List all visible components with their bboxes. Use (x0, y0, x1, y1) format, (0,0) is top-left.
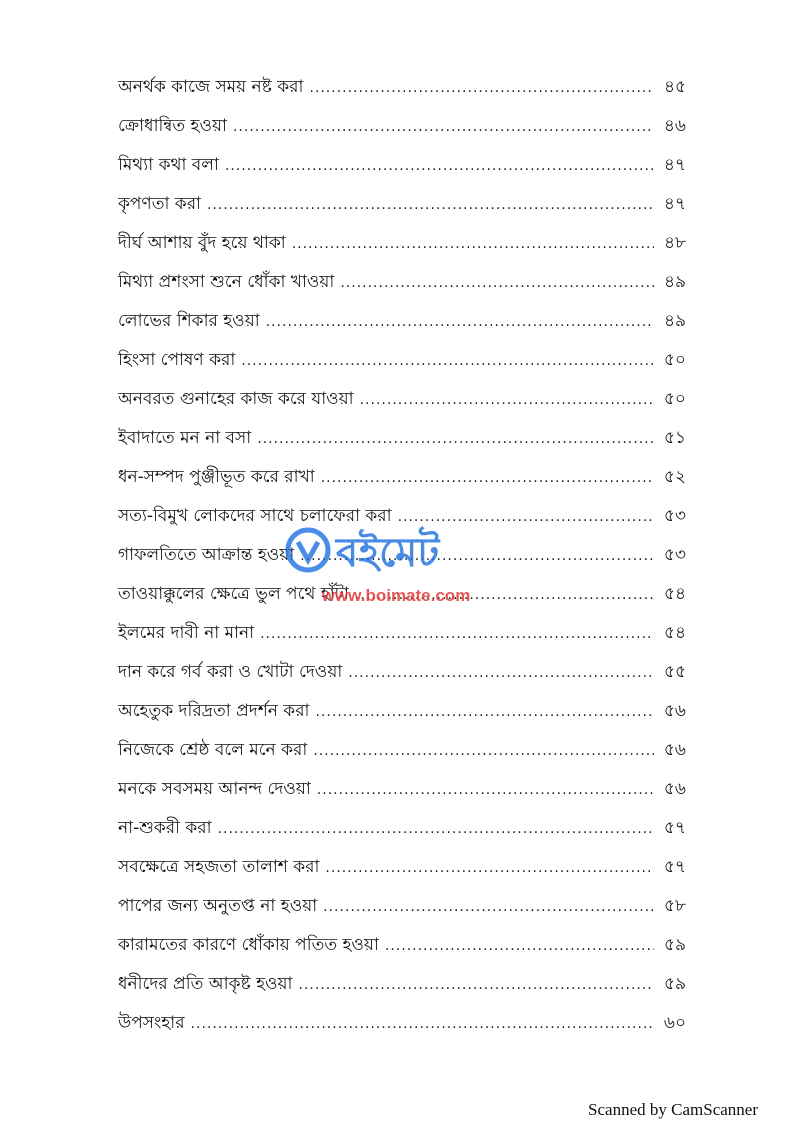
toc-dot-leader (260, 627, 654, 641)
toc-entry-title: ইবাদাতে মন না বসা (118, 427, 252, 448)
toc-entry (118, 107, 686, 146)
toc-dot-leader (309, 81, 654, 95)
toc-dot-leader (266, 315, 654, 329)
toc-entry-page-number: ৫০ (663, 388, 686, 409)
toc-dot-leader (325, 861, 654, 875)
toc-entry-title: মনকে সবসময় আনন্দ দেওয়া (118, 778, 311, 799)
toc-entry-page-number: ৫৭ (663, 817, 686, 838)
watermark-url: www.boimate.com (321, 586, 471, 605)
toc-entry (118, 68, 686, 107)
toc-entry (118, 1004, 686, 1043)
toc-entry-title: উপসংহার (118, 1012, 185, 1033)
toc-entry-title: গাফলতিতে আক্রান্ত হওয়া (118, 544, 295, 565)
toc-entry (118, 887, 686, 926)
toc-entry-page-number: ৫৫ (663, 661, 686, 682)
toc-entry-title: ধনীদের প্রতি আকৃষ্ট হওয়া (118, 973, 293, 994)
toc-entry-page-number: ৫৬ (663, 739, 686, 760)
toc-entry (118, 809, 686, 848)
scanner-note: Scanned by CamScanner (588, 1100, 758, 1119)
toc-entry-title: অহেতুক দরিদ্রতা প্রদর্শন করা (118, 700, 310, 721)
toc-dot-leader (298, 978, 654, 992)
toc-entry-page-number: ৪৬ (663, 115, 686, 136)
toc-dot-leader (292, 237, 654, 251)
toc-dot-leader (398, 510, 654, 524)
toc-entry-title: পাপের জন্য অনুতপ্ত না হওয়া (118, 895, 318, 916)
toc-entry-page-number: ৪৭ (663, 154, 686, 175)
toc-entry-title: হিংসা পোষণ করা (118, 349, 236, 370)
toc-entry (118, 185, 686, 224)
toc-dot-leader (313, 744, 654, 758)
toc-entry-page-number: ৫৩ (663, 544, 686, 565)
toc-entry-page-number: ৪৭ (663, 193, 686, 214)
toc-entry (118, 614, 686, 653)
toc-entry-title: ক্রোধান্বিত হওয়া (118, 115, 227, 136)
toc-dot-leader (317, 783, 654, 797)
toc-entry (118, 653, 686, 692)
toc-entry (118, 458, 686, 497)
toc-entry-title: কৃপণতা করা (118, 193, 201, 214)
toc-entry-title: দান করে গর্ব করা ও খোটা দেওয়া (118, 661, 343, 682)
toc-entry-page-number: ৪৮ (663, 232, 686, 253)
toc-dot-leader (300, 549, 654, 563)
toc-entry-title: ধন-সম্পদ পুঞ্জীভূত করে রাখা (118, 466, 315, 487)
toc-entry-title: সবক্ষেত্রে সহজতা তালাশ করা (118, 856, 320, 877)
toc-entry-page-number: ৫৯ (663, 934, 686, 955)
toc-entry-title: অনবরত গুনাহের কাজ করে যাওয়া (118, 388, 354, 409)
toc-entry (118, 146, 686, 185)
toc-entry-page-number: ৫৭ (663, 856, 686, 877)
toc-entry (118, 224, 686, 263)
toc-dot-leader (348, 666, 654, 680)
toc-dot-leader (207, 198, 654, 212)
toc-entry-title: নিজেকে শ্রেষ্ঠ বলে মনে করা (118, 739, 308, 760)
toc-dot-leader (218, 822, 654, 836)
toc-entry-page-number: ৫৩ (663, 505, 686, 526)
toc-entry-page-number: ৫৮ (663, 895, 686, 916)
toc-entry-page-number: ৫০ (663, 349, 686, 370)
watermark-logo-text: বইমেট (336, 530, 440, 576)
toc-dot-leader (233, 120, 654, 134)
toc-dot-leader (191, 1017, 654, 1031)
toc-entry-title: সত্য-বিমুখ লোকদের সাথে চলাফেরা করা (118, 505, 392, 526)
toc-entry-title: দীর্ঘ আশায় বুঁদ হয়ে থাকা (118, 232, 286, 253)
toc-dot-leader (241, 354, 654, 368)
toc-dot-leader (315, 705, 654, 719)
toc-entry-title: তাওয়াক্কুলের ক্ষেত্রে ভুল পথে হাঁটা (118, 583, 349, 604)
toc-entry-title: অনর্থক কাজে সময় নষ্ট করা (118, 76, 304, 97)
toc-entry (118, 848, 686, 887)
toc-dot-leader (257, 432, 654, 446)
toc-entry-page-number: ৬০ (663, 1012, 686, 1033)
toc-dot-leader (360, 393, 654, 407)
toc-entry-page-number: ৫৯ (663, 973, 686, 994)
toc-entry (118, 926, 686, 965)
toc-entry (118, 497, 686, 536)
toc-entry (118, 731, 686, 770)
toc-dot-leader (225, 159, 654, 173)
toc-entry (118, 692, 686, 731)
toc-entry (118, 380, 686, 419)
toc-entry (118, 263, 686, 302)
toc-dot-leader (355, 588, 654, 602)
toc-dot-leader (321, 471, 654, 485)
toc-entry (118, 965, 686, 1004)
toc-entry (118, 536, 686, 575)
toc-entry-title: ইলমের দাবী না মানা (118, 622, 255, 643)
toc-entry-page-number: ৫৬ (663, 700, 686, 721)
toc-dot-leader (385, 939, 654, 953)
toc-entry (118, 419, 686, 458)
toc-entry (118, 575, 686, 614)
toc-entry (118, 770, 686, 809)
toc-entry-title: মিথ্যা কথা বলা (118, 154, 219, 175)
toc-entry-page-number: ৫৪ (663, 583, 686, 604)
toc-entry-page-number: ৫৬ (663, 778, 686, 799)
toc-entry-title: মিথ্যা প্রশংসা শুনে ধোঁকা খাওয়া (118, 271, 335, 292)
toc-entry (118, 341, 686, 380)
toc-dot-leader (323, 900, 654, 914)
toc-dot-leader (340, 276, 654, 290)
toc-entry-page-number: ৫২ (663, 466, 686, 487)
toc-entry-title: কারামতের কারণে ধোঁকায় পতিত হওয়া (118, 934, 379, 955)
toc-entry-page-number: ৫১ (663, 427, 686, 448)
toc-entry-page-number: ৪৫ (663, 76, 686, 97)
toc-entry-page-number: ৪৯ (663, 271, 686, 292)
toc-entry-title: না-শুকরী করা (118, 817, 212, 838)
toc-entry-page-number: ৫৪ (663, 622, 686, 643)
table-of-contents (118, 68, 686, 1043)
toc-entry-title: লোভের শিকার হওয়া (118, 310, 260, 331)
toc-entry (118, 302, 686, 341)
toc-entry-page-number: ৪৯ (663, 310, 686, 331)
